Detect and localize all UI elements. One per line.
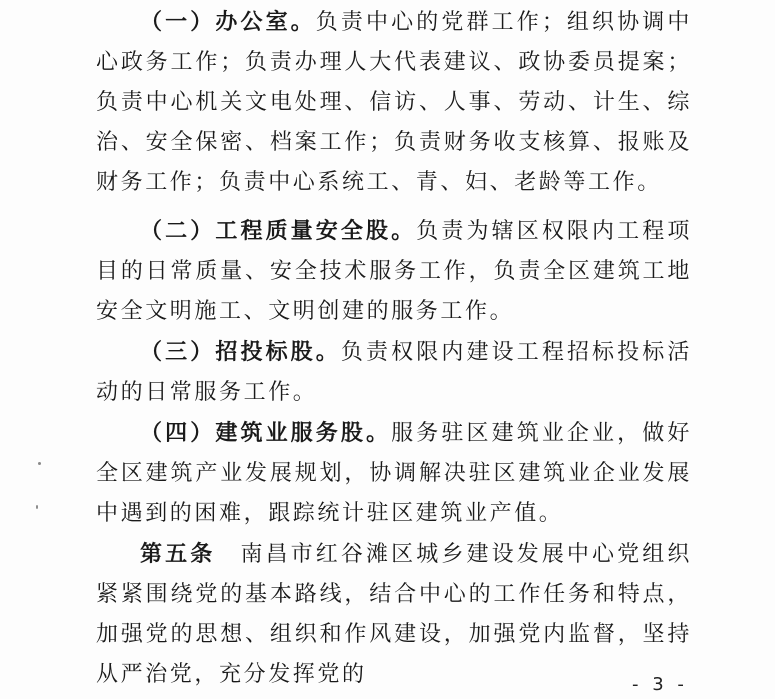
scan-speck	[38, 462, 41, 465]
paragraph-article-five	[96, 534, 692, 695]
paragraph-construction-service	[96, 413, 692, 534]
paragraph-office	[96, 2, 692, 203]
section-heading-construction-service: （四）建筑业服务股。	[140, 420, 392, 446]
paragraph-quality-safety	[96, 211, 692, 332]
section-body-construction-service: 服务驻区建筑业企业，做好全区建筑产业发展规划，协调解决驻区建筑业企业发展中遇到的困难，跟踪统计驻区建筑业产值。	[96, 421, 692, 526]
section-heading-bidding: （三）招投标股。	[140, 339, 341, 365]
scan-speck	[36, 505, 38, 509]
article-body: 南昌市红谷滩区城乡建设发展中心党组织紧紧围绕党的基本路线，结合中心的工作任务和特点，加强党的思想、组织和作风建设，加强党内监督，坚持从严治党，充分发挥党的	[96, 542, 692, 687]
page-number: - 3 -	[632, 674, 688, 695]
paragraph-bidding	[96, 332, 692, 413]
section-heading-quality-safety: （二）工程质量安全股。	[140, 218, 417, 244]
section-body-bidding: 负责权限内建设工程招标投标活动的日常服务工作。	[96, 340, 692, 405]
section-heading-office: （一）办公室。	[140, 9, 316, 35]
section-body-quality-safety: 负责为辖区权限内工程项目的日常质量、安全技术服务工作，负责全区建筑工地安全文明施工、文明创建的服务工作。	[96, 219, 692, 324]
section-body-office: 负责中心的党群工作；组织协调中心政务工作；负责办理人大代表建议、政协委员提案；负责中心机关文电处理、信访、人事、劳动、计生、综治、安全保密、档案工作；负责财务收支核算、报账及财务工作；负责中心系统工、青、妇、老龄等工作。	[96, 10, 692, 195]
article-heading: 第五条	[140, 541, 216, 567]
